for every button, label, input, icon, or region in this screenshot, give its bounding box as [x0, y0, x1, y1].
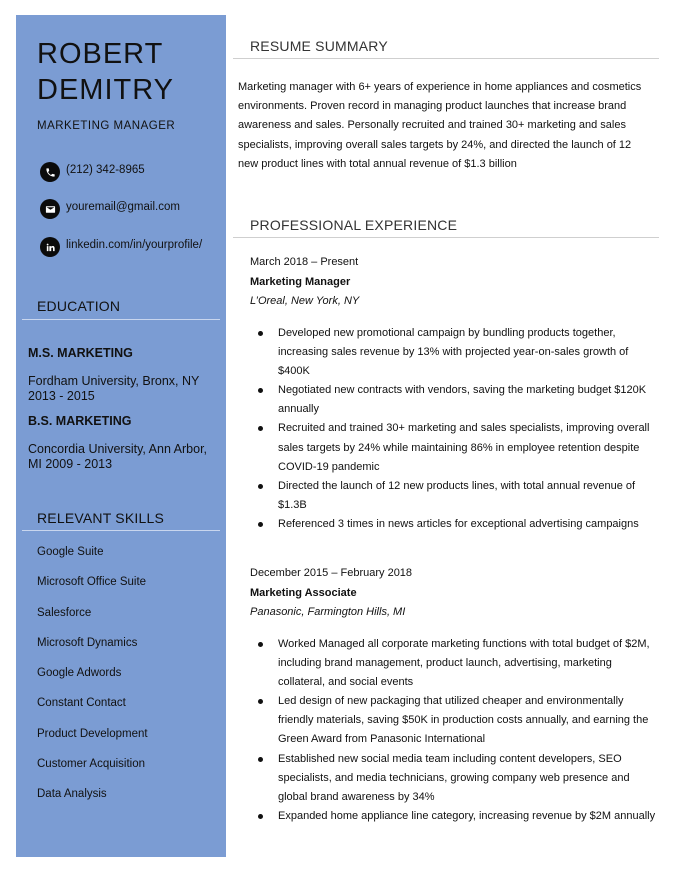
name-last: DEMITRY: [37, 74, 174, 106]
education-school-2: Concordia University, Ann Arbor, MI 2009 - 2013: [28, 442, 208, 471]
email-text[interactable]: youremail@gmail.com: [66, 201, 180, 213]
job-bullets: [250, 324, 660, 534]
skill-item: Constant Contact: [37, 697, 126, 710]
skill-item: Salesforce: [37, 606, 92, 619]
skills-divider: [22, 530, 220, 531]
job-bullet: Directed the launch of 12 new products lines, with total annual revenue of $1.3B: [250, 477, 660, 515]
summary-heading: RESUME SUMMARY: [250, 38, 388, 54]
education-school-1-years: 2013 - 2015: [28, 389, 95, 403]
education-heading: EDUCATION: [37, 298, 121, 314]
skill-item: Data Analysis: [37, 788, 107, 801]
job-title: Marketing Manager: [250, 275, 351, 288]
job-bullet: Referenced 3 times in news articles for exceptional advertising campaigns: [250, 515, 660, 534]
candidate-name: [37, 36, 222, 108]
skill-item: Microsoft Office Suite: [37, 576, 147, 589]
linkedin-icon: [40, 237, 60, 257]
experience-divider: [233, 237, 659, 238]
education-divider: [22, 319, 220, 320]
job-bullet: Led design of new packaging that utilized cheaper and environmentally friendly materials, saving $50K in production costs annually, and earning the Green Award from Panasonic International: [250, 692, 660, 749]
job-company: L’Oreal, New York, NY: [250, 295, 360, 307]
education-school-1: [28, 374, 223, 404]
education-school-1-name: Fordham University, Bronx, NY: [28, 374, 200, 388]
education-degree-1: M.S. MARKETING: [28, 346, 133, 360]
linkedin-text[interactable]: linkedin.com/in/yourprofile/: [66, 239, 203, 251]
name-first: ROBERT: [37, 38, 164, 70]
job-company: Panasonic, Farmington Hills, MI: [250, 606, 406, 618]
summary-divider: [233, 58, 659, 59]
phone-icon: [40, 162, 60, 182]
job-dates: December 2015 – February 2018: [250, 567, 413, 579]
job-bullet: Worked Managed all corporate marketing functions with total budget of $2M, including brand management, product launch, advertising, marketing collateral, and social events: [250, 635, 660, 692]
skills-heading: RELEVANT SKILLS: [37, 510, 164, 526]
summary-text: Marketing manager with 6+ years of experience in home appliances and cosmetics environments. Proven record in managing product launches that increase brand awareness and sales. Personally recruited and trained 30+ marketing and sales specialists, improving overall sales targets by 24%, and directed the launch of 12 new product lines with total annual revenue of $1.3 billion: [238, 81, 642, 170]
education-degree-2: B.S. MARKETING: [28, 414, 132, 428]
job-entry-2: [250, 564, 660, 822]
skill-item: Microsoft Dynamics: [37, 636, 138, 649]
job-bullet: Developed new promotional campaign by bundling products together, increasing sales revenue by 13% with projected year-on-sales growth of $400K: [250, 324, 660, 381]
skills-list: [37, 546, 148, 819]
job-title: MARKETING MANAGER: [37, 120, 176, 132]
sidebar: [16, 15, 226, 857]
job-bullet: Negotiated new contracts with vendors, saving the marketing budget $120K annually: [250, 381, 660, 419]
job-bullet: Established new social media team including content developers, SEO specialists, and media technicians, growing company web presence and global brand awareness by 34%: [250, 750, 660, 807]
job-title: Marketing Associate: [250, 586, 357, 599]
experience-heading: PROFESSIONAL EXPERIENCE: [250, 217, 458, 233]
job-bullet: Recruited and trained 30+ marketing and sales specialists, improving overall sales targets by 24% while maintaining 86% in employee retention despite COVID-19 pandemic: [250, 419, 660, 476]
job-bullets: [250, 635, 660, 826]
skill-item: Google Adwords: [37, 667, 122, 680]
phone-text[interactable]: (212) 342-8965: [66, 164, 145, 176]
job-bullet: Expanded home appliance line category, increasing revenue by $2M annually: [250, 807, 660, 826]
job-entry-1: [250, 253, 660, 530]
skill-item: Customer Acquisition: [37, 758, 146, 771]
skill-item: Product Development: [37, 727, 148, 740]
email-icon: [40, 199, 60, 219]
skill-item: Google Suite: [37, 546, 104, 558]
job-dates: March 2018 – Present: [250, 256, 359, 268]
